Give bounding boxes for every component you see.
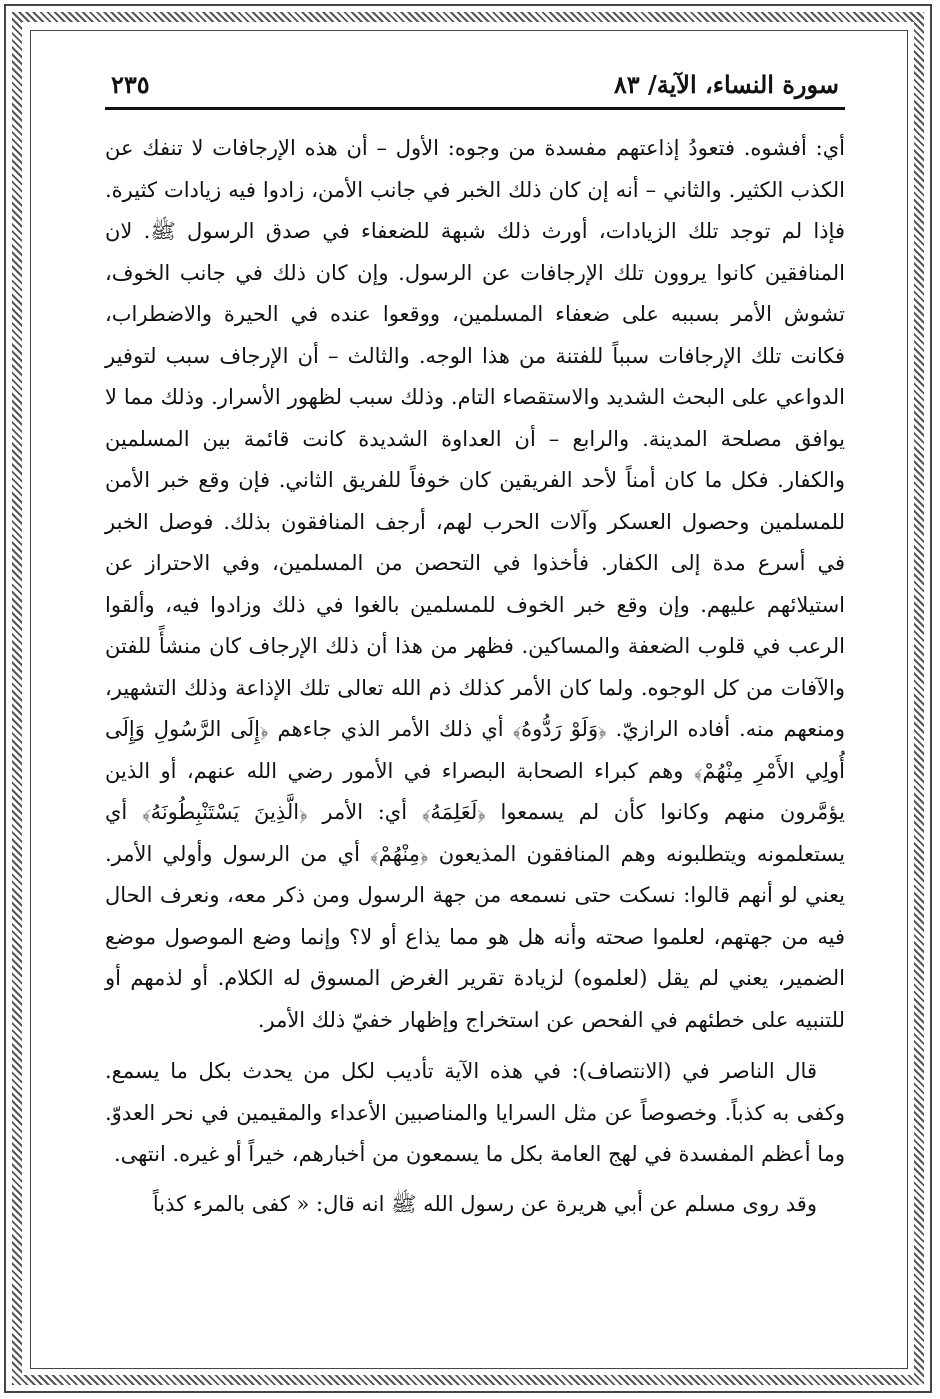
surah-heading: سورة النساء، الآية/ ٨٣ xyxy=(613,70,839,99)
page-number: ٢٣٥ xyxy=(111,70,150,99)
paragraph: قال الناصر في (الانتصاف): في هذه الآية تأديب لكل من يحدث بكل ما يسمع. وكفى به كذباً. وخصوصاً عن مثل السرايا والمناصبين الأعداء والمقيمين في نحر العدوّ. وما أعظم المفسدة في لهج العامة بكل ما يسمعون من أخبارهم، خيراً أو غيره. انتهى. xyxy=(105,1059,845,1166)
paragraph: وقد روى مسلم عن أبي هريرة عن رسول الله ﷺ انه قال: « كفى بالمرء كذباً xyxy=(152,1191,817,1216)
running-header xyxy=(105,70,845,110)
paragraph: أي: أفشوه. فتعودُ إذاعتهم مفسدة من وجوه: الأول – أن هذه الإرجافات لا تنفك عن الكذب الكثير. والثاني – أنه إن كان ذلك الخبر في جانب الأمن، زادوا فيه زيادات كثيرة. فإذا لم توجد تلك الزيادات، أورث ذلك شبهة للضعفاء في صدق الرسول ﷺ. لان المنافقين كانوا يروون تلك الإرجافات عن الرسول. وإن كان ذلك في جانب الخوف، تشوش الأمر بسببه على ضعفاء المسلمين، ووقعوا عنده في الحيرة والاضطراب، فكانت تلك الإرجافات سبباً للفتنة من هذا الوجه. والثالث – أن الإرجاف سبب لتوفير الدواعي على البحث الشديد والاستقصاء التام. وذلك سبب لظهور الأسرار. وذلك مما لا يوافق مصلحة المدينة. والرابع – أن العداوة الشديدة كانت قائمة بين المسلمين والكفار. فكل ما كان أمناً لأحد الفريقين كان خوفاً للفريق الثاني. فإن وقع خبر الأمن للمسلمين وحصول العسكر وآلات الحرب لهم، أرجف المنافقون بذلك. فوصل الخبر في أسرع مدة إلى الكفار. فأخذوا في التحصن من المسلمين، وفي الاحتراز عن استيلائهم عليهم. وإن وقع خبر الخوف للمسلمين بالغوا في ذلك وزادوا فيه، وألقوا الرعب في قلوب الضعفة والمساكين. فظهر من هذا أن ذلك الإرجاف كان منشأً للفتن والآفات من كل الوجوه. ولما كان الأمر كذلك ذم الله تعالى تلك الإذاعة وذلك التشهير، ومنعهم منه. أفاده الرازيّ. ﴿وَلَوْ رَدُّوهُ﴾ أي ذلك الأمر الذي جاءهم ﴿إِلَى الرَّسُولِ وَإِلَى أُولِي الأَمْرِ مِنْهُمْ﴾ وهم كبراء الصحابة البصراء في الأمور رضي الله عنهم، أو الذين يؤمَّرون منهم وكانوا كأن لم يسمعوا ﴿لَعَلِمَهُ﴾ أي: الأمر ﴿الَّذِينَ يَسْتَنْبِطُونَهُ﴾ أي يستعلمونه ويتطلبونه وهم المنافقون المذيعون ﴿مِنْهُمْ﴾ أي من الرسول وأولي الأمر. يعني لو أنهم قالوا: نسكت حتى نسمعه من جهة الرسول ومن ذكر معه، ونعرف الحال فيه من جهتهم، لعلموا صحته وأنه هل هو مما يذاع أو لا؟ وإنما وضع الموصول موضع الضمير، يعني لم يقل (لعلموه) لزيادة تقرير الغرض المسوق له الكلام. أو لذمهم أو للتنبيه على خطئهم في الفحص عن استخراج وإظهار خفيّ ذلك الأمر. xyxy=(105,136,845,1032)
book-page xyxy=(105,70,845,1225)
commentary-text xyxy=(105,128,845,1225)
